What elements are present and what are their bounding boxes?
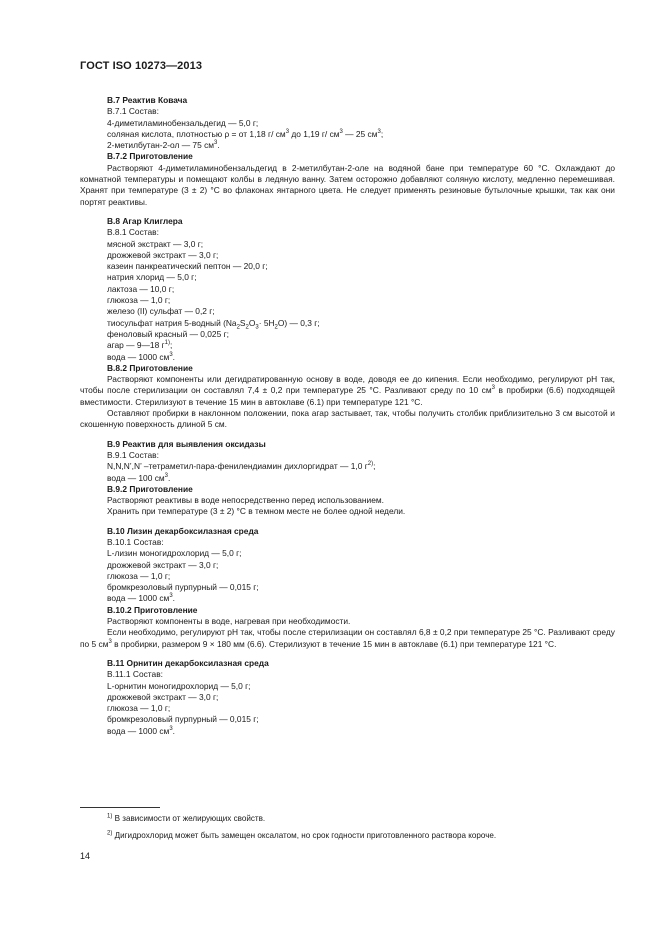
list-item: вода — 1000 $см^3$.	[107, 593, 175, 604]
subsection-heading: B.7.2 Приготовление	[107, 151, 193, 162]
document-header: ГОСТ ISO 10273—2013	[80, 60, 203, 72]
list-item: вода — 100 $см^3$.	[107, 472, 171, 483]
list-item: L-лизин моногидрохлорид — 5,0 г;	[107, 548, 242, 559]
section-heading-b7: B.7 Реактив Ковача	[107, 95, 188, 105]
section-heading-b8: B.8 Агар Клиглера	[107, 215, 183, 226]
list-item: глюкоза — 1,0 г;	[107, 295, 171, 306]
composition-label: B.7.1 Состав:	[107, 106, 159, 117]
section-heading-b10: B.10 Лизин декарбоксилазная среда	[107, 525, 259, 536]
footnote-1: $^{1)}$ В зависимости от желирующих свойств.	[107, 813, 266, 823]
subsection-heading: B.8.2 Приготовление	[107, 362, 193, 373]
list-item: натрия хлорид — 5,0 г;	[107, 272, 197, 283]
list-item: казеин панкреатический пептон — 20,0 г;	[107, 261, 268, 272]
paragraph: Растворяют реактивы в воде непосредственно перед использованием.	[107, 495, 384, 506]
composition-label: B.11.1 Состав:	[107, 669, 163, 680]
section-heading-b11: B.11 Орнитин декарбоксилазная среда	[107, 657, 269, 668]
paragraph: Оставляют пробирки в наклонном положении, пока агар застывает, так, чтобы получить столбик приблизительно 3 см высотой и скошенную поверхность длиной 5 см.	[80, 408, 615, 430]
list-item: глюкоза — 1,0 г;	[107, 703, 171, 714]
footnote-divider	[80, 807, 160, 808]
paragraph: Растворяют компоненты в воде, нагревая при необходимости.	[107, 616, 351, 627]
page-number: 14	[80, 851, 91, 861]
composition-label: B.10.1 Состав:	[107, 536, 164, 547]
paragraph: Если необходимо, регулируют pH так, чтобы после стерилизации он составлял 6,8 ± 0,2 при температуре 25 °С. Разливают среду по 5 $см^3$ в пробирки, размером 9 × 180 мм (6.6). Стерилизуют в течение 15 мин в автоклаве (6.1) при температуре 121 °С.	[80, 627, 615, 649]
list-item: мясной экстракт — 3,0 г;	[107, 238, 204, 249]
list-item: L-орнитин моногидрохлорид — 5,0 г;	[107, 680, 251, 691]
section-heading-b9: B.9 Реактив для выявления оксидазы	[107, 438, 266, 449]
list-item: тиосульфат натрия 5-водный $(Na_2S_2O_3\cdot 5H_2O)$ — 0,3 г;	[107, 317, 320, 331]
list-item: бромкрезоловый пурпурный — 0,015 г;	[107, 714, 259, 725]
list-item: вода — 1000 $см^3$.	[107, 725, 175, 736]
subsection-heading: B.9.2 Приготовление	[107, 483, 193, 494]
list-item: вода — 1000 $см^3$.	[107, 351, 175, 362]
list-item: бромкрезоловый пурпурный — 0,015 г;	[107, 582, 259, 593]
list-item: 2-метилбутан-2-ол — 75 $см^3$.	[107, 140, 220, 151]
footnote-2: $^{2)}$ Дигидрохлорид может быть замещен оксалатом, но срок годности приготовленного раствора короче.	[107, 830, 497, 840]
list-item: N,N,N’,N’ –тетраметил-пара-фенилендиамин дихлоргидрат — 1,0 $г^{2)}$;	[107, 461, 376, 472]
list-item: агар — 9—18 $г^{1)}$;	[107, 340, 173, 351]
list-item: дрожжевой экстракт — 3,0 г;	[107, 249, 219, 260]
list-item: 4-диметиламинобензальдегид — 5,0 г;	[107, 117, 259, 128]
composition-label: B.8.1 Состав:	[107, 227, 159, 238]
list-item: железо (II) сульфат — 0,2 г;	[107, 306, 215, 317]
list-item: феноловый красный — 0,025 г;	[107, 328, 229, 339]
subsection-heading: B.10.2 Приготовление	[107, 604, 198, 615]
composition-label: B.9.1 Состав:	[107, 449, 159, 460]
list-item: лактоза — 10,0 г;	[107, 283, 175, 294]
list-item: соляная кислота, плотностью ρ = от 1,18 г/ $см^3$ до 1,19 г/ $см^3$ — 25 $см^3$;	[107, 128, 384, 139]
paragraph: Растворяют 4-диметиламинобензальдегид в 2-метилбутан-2-оле на водяной бане при температуре 60 °С. Охлаждают до комнатной температуры и помещают колбы в ледяную ванну. Затем осторожно добавляют соляную кислоту, медленно перемешивая. Хранят при температуре (3 ± 2) °С во флаконах янтарного цвета. Не следует применять резиновые бутылочные крышки, так как они портят реактивы.	[80, 162, 615, 207]
list-item: дрожжевой экстракт — 3,0 г;	[107, 691, 219, 702]
document-body	[80, 95, 615, 737]
paragraph: Растворяют компоненты или дегидратированную основу в воде, доводя ее до кипения. Если необходимо, регулируют pH так, чтобы после стерилизации он составлял 7,4 ± 0,2 при температуре 25 °С. Разливают среду по 10 $см^3$ в пробирки (6.6) подходящей вместимости. Стерилизуют в течение 15 мин в автоклаве (6.1) при температуре 121 °С.	[80, 374, 615, 407]
paragraph: Хранить при температуре (3 ± 2) °С в темном месте не более одной недели.	[107, 506, 406, 517]
list-item: глюкоза — 1,0 г;	[107, 570, 171, 581]
list-item: дрожжевой экстракт — 3,0 г;	[107, 559, 219, 570]
